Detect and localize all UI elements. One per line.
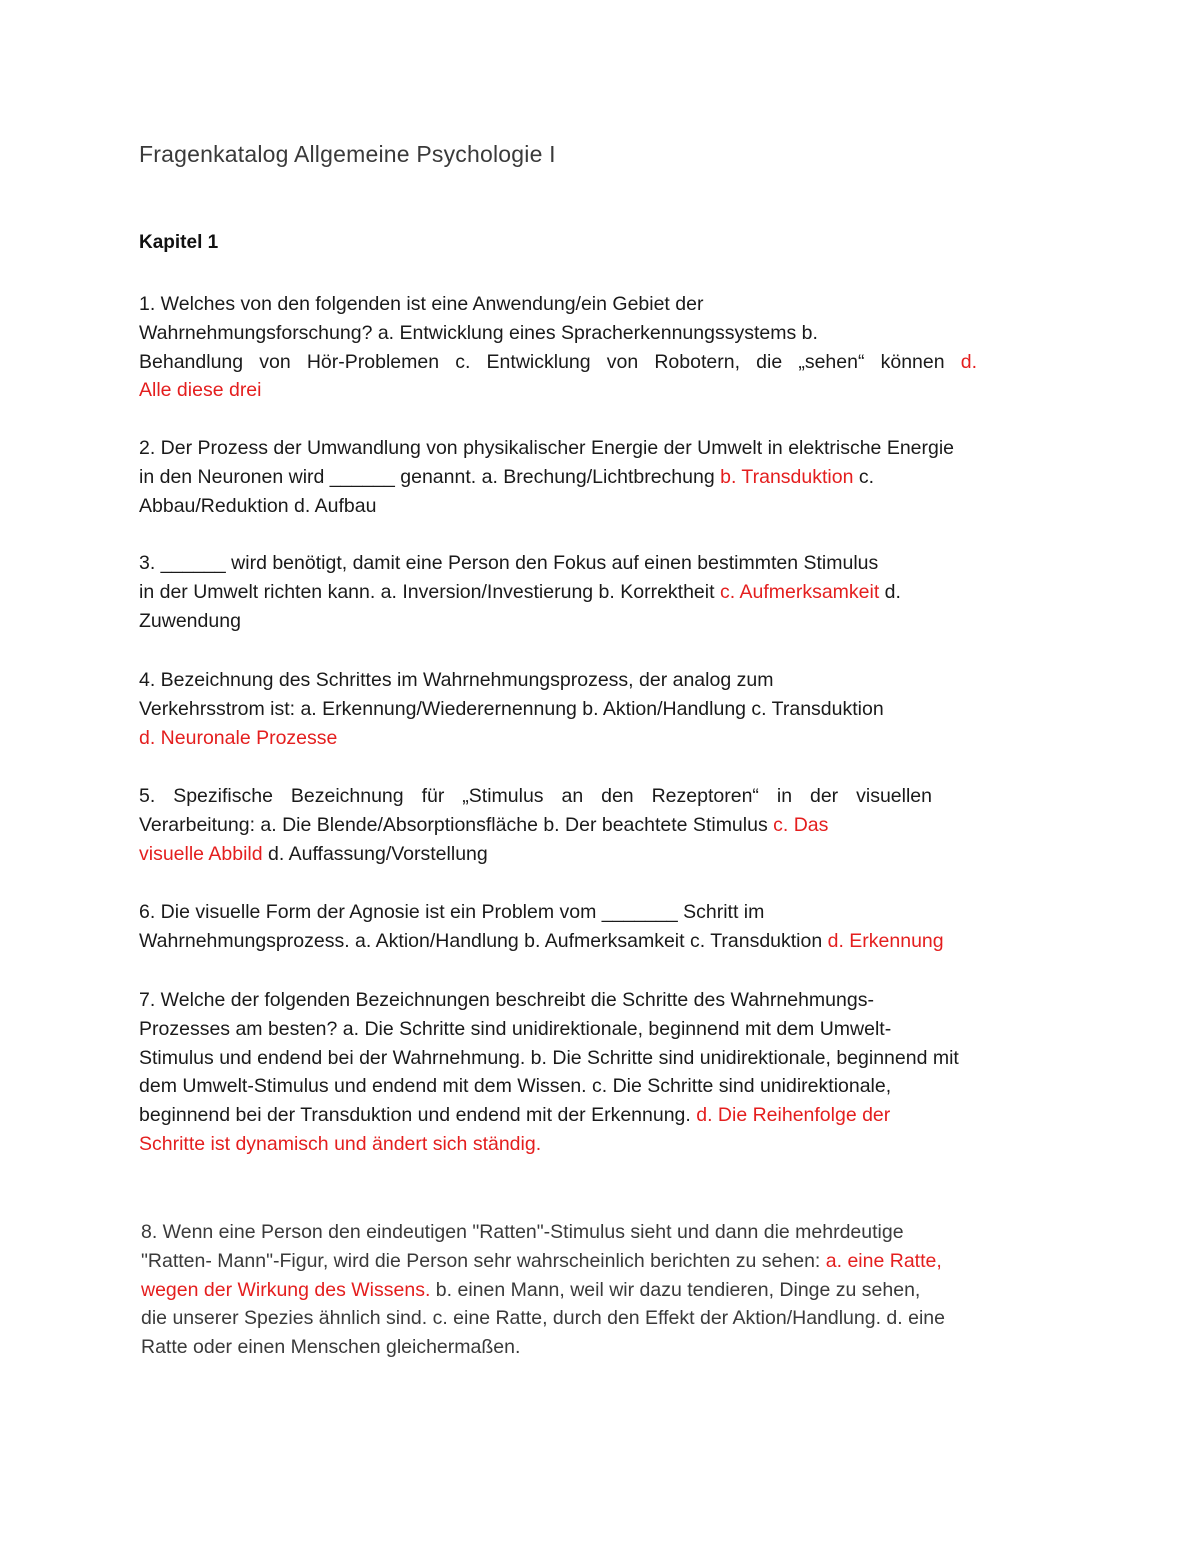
answer-highlight: d.	[960, 350, 977, 373]
question-text: 8. Wenn eine Person den eindeutigen "Ratten"-Stimulus sieht und dann die mehrdeutige	[141, 1221, 904, 1243]
question-line	[141, 1333, 1056, 1362]
question-line	[139, 348, 977, 377]
question-text: 1. Welches von den folgenden ist eine Anwendung/ein Gebiet der	[139, 293, 704, 315]
question-line	[139, 840, 932, 869]
question-line	[139, 986, 1054, 1015]
question-text: Prozesses am besten? a. Die Schritte sind unidirektionale, beginnend mit dem Umwelt-	[139, 1017, 892, 1040]
question-text: Wahrnehmungsprozess. a. Aktion/Handlung b. Aufmerksamkeit c. Transduktion	[139, 929, 828, 952]
question-text: dem Umwelt-Stimulus und endend mit dem Wissen. c. Die Schritte sind unidirektionale,	[139, 1075, 892, 1098]
question-text: c.	[853, 465, 875, 488]
question-text: d.	[879, 580, 901, 603]
question-2	[139, 434, 1054, 520]
question-line	[139, 376, 979, 405]
question-text: 3. ______ wird benötigt, damit eine Person den Fokus auf einen bestimmten Stimulus	[139, 552, 879, 574]
answer-highlight: d. Erkennung	[827, 929, 944, 952]
answer-highlight: d. Neuronale Prozesse	[139, 726, 338, 749]
question-text: Abbau/Reduktion d. Aufbau	[139, 494, 377, 517]
answer-highlight: c. Das	[773, 813, 829, 836]
question-line	[139, 578, 1054, 607]
question-line	[139, 549, 1054, 578]
question-line	[141, 1218, 1056, 1247]
question-text: 6. Die visuelle Form der Agnosie ist ein Problem vom _______ Schritt im	[139, 901, 765, 923]
question-text: beginnend bei der Transduktion und endend mit der Erkennung.	[139, 1104, 697, 1127]
question-4	[139, 666, 1054, 752]
question-line	[139, 1044, 1054, 1073]
question-line	[139, 811, 932, 840]
question-text: Wahrnehmungsforschung? a. Entwicklung eines Spracherkennungssystems b.	[139, 321, 818, 344]
answer-highlight: c. Aufmerksamkeit	[719, 580, 880, 603]
question-line	[139, 1101, 1054, 1130]
question-line	[139, 434, 1054, 463]
answer-highlight: visuelle Abbild	[139, 842, 263, 865]
question-line	[139, 290, 979, 319]
question-line	[139, 898, 1054, 927]
question-line	[139, 1015, 1054, 1044]
question-text: "Ratten- Mann"-Figur, wird die Person sehr wahrscheinlich berichten zu sehen:	[141, 1249, 826, 1272]
question-line	[141, 1276, 1056, 1305]
question-line	[139, 695, 1054, 724]
question-text: d. Auffassung/Vorstellung	[262, 842, 488, 865]
question-line	[139, 724, 1054, 753]
question-line	[139, 927, 1054, 956]
question-text: b. einen Mann, weil wir dazu tendieren, Dinge zu sehen,	[430, 1278, 921, 1301]
answer-highlight: d. Die Reihenfolge der	[696, 1104, 891, 1127]
chapter-heading: Kapitel 1	[139, 232, 219, 253]
question-7	[139, 986, 1054, 1159]
question-text: die unserer Spezies ähnlich sind. c. eine Ratte, durch den Effekt der Aktion/Handlung. d. eine	[141, 1307, 945, 1330]
answer-highlight: Schritte ist dynamisch und ändert sich ständig.	[139, 1132, 542, 1155]
answer-highlight: a. eine Ratte,	[825, 1249, 942, 1272]
answer-highlight: wegen der Wirkung des Wissens.	[141, 1278, 431, 1301]
question-line	[139, 319, 979, 348]
question-1	[139, 290, 979, 405]
question-5	[139, 782, 932, 868]
question-8	[141, 1218, 1056, 1362]
document-title: Fragenkatalog Allgemeine Psychologie I	[139, 141, 556, 167]
question-line	[139, 607, 1054, 636]
question-text: 4. Bezeichnung des Schrittes im Wahrnehmungsprozess, der analog zum	[139, 669, 774, 691]
question-text: Verarbeitung: a. Die Blende/Absorptionsfläche b. Der beachtete Stimulus	[139, 813, 774, 836]
question-text: Behandlung von Hör-Problemen c. Entwicklung von Robotern, die „sehen“ können	[139, 350, 961, 373]
answer-highlight: Alle diese drei	[139, 379, 262, 402]
question-line	[141, 1247, 1056, 1276]
question-line	[139, 463, 1054, 492]
question-text: Verkehrsstrom ist: a. Erkennung/Wiederernennung b. Aktion/Handlung c. Transduktion	[139, 697, 884, 720]
question-line	[139, 1130, 1054, 1159]
answer-highlight: b. Transduktion	[720, 465, 854, 488]
question-line	[141, 1304, 1056, 1333]
question-line	[139, 782, 932, 811]
question-3	[139, 549, 1054, 635]
question-text: Zuwendung	[139, 609, 241, 632]
question-text: Ratte oder einen Menschen gleichermaßen.	[141, 1336, 521, 1359]
question-text: Stimulus und endend bei der Wahrnehmung. b. Die Schritte sind unidirektionale, beginnend mit	[139, 1046, 959, 1069]
question-line	[139, 1072, 1054, 1101]
question-6	[139, 898, 1054, 956]
question-text: in der Umwelt richten kann. a. Inversion/Investierung b. Korrektheit	[139, 580, 720, 603]
question-text: in den Neuronen wird ______ genannt. a. Brechung/Lichtbrechung	[139, 465, 721, 488]
question-text: 2. Der Prozess der Umwandlung von physikalischer Energie der Umwelt in elektrische Energie	[139, 437, 955, 459]
question-line	[139, 492, 1054, 521]
question-text: 5. Spezifische Bezeichnung für „Stimulus an den Rezeptoren“ in der visuellen	[139, 785, 932, 807]
question-text: 7. Welche der folgenden Bezeichnungen beschreibt die Schritte des Wahrnehmungs-	[139, 989, 874, 1011]
question-line	[139, 666, 1054, 695]
